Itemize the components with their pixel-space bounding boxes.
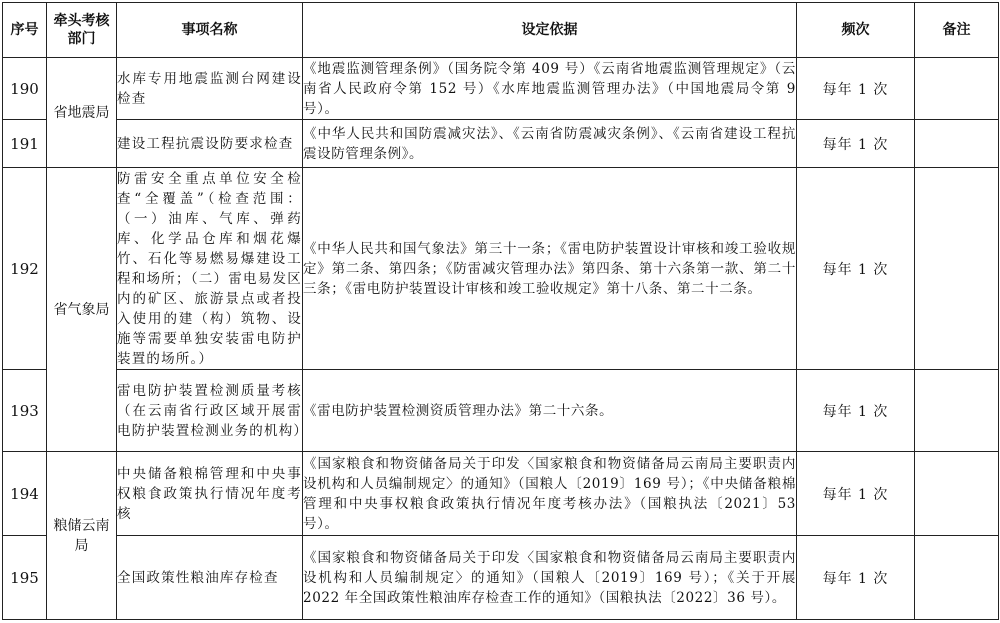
table-row <box>3 58 999 120</box>
row-number: 191 <box>3 120 47 168</box>
basis-text: 《中华人民共和国气象法》第三十一条；《雷电防护装置设计审核和竣工验收规定》第二条、第四条；《防雷减灾管理办法》第四条、第十六条第一款、第二十三条；《雷电防护装置设计审核和竣工验收规定》第十八条、第二十二条。 <box>303 168 797 370</box>
basis-text: 《雷电防护装置检测资质管理办法》第二十六条。 <box>303 370 797 452</box>
dept-cell: 粮储云南局 <box>47 452 117 620</box>
header-freq: 频次 <box>797 3 915 58</box>
item-name: 中央储备粮棉管理和中央事权粮食政策执行情况年度考核 <box>117 452 303 536</box>
frequency: 每年 1 次 <box>797 120 915 168</box>
header-seq: 序号 <box>3 3 47 58</box>
table-row <box>3 168 999 370</box>
note-cell <box>915 536 999 620</box>
row-number: 194 <box>3 452 47 536</box>
frequency: 每年 1 次 <box>797 168 915 370</box>
note-cell <box>915 58 999 120</box>
frequency: 每年 1 次 <box>797 370 915 452</box>
header-note: 备注 <box>915 3 999 58</box>
header-row <box>3 3 999 58</box>
header-dept-label: 牵头考核部门 <box>53 13 110 47</box>
table-row <box>3 120 999 168</box>
header-item: 事项名称 <box>117 3 303 58</box>
frequency: 每年 1 次 <box>797 452 915 536</box>
table-row <box>3 536 999 620</box>
basis-text: 《地震监测管理条例》（国务院令第 409 号）《云南省地震监测管理规定》（云南省人民政府令第 152 号）《水库地震监测管理办法》（中国地震局令第 9 号）。 <box>303 58 797 120</box>
item-name: 水库专用地震监测台网建设检查 <box>117 58 303 120</box>
row-number: 192 <box>3 168 47 370</box>
item-name: 建设工程抗震设防要求检查 <box>117 120 303 168</box>
basis-text: 《国家粮食和物资储备局关于印发〈国家粮食和物资储备局云南局主要职责内设机构和人员编制规定〉的通知》（国粮人〔2019〕169 号）；《关于开展 2022 年全国政策性粮油库存检查工作的通知》（国粮执法〔2022〕36 号）。 <box>303 536 797 620</box>
table-row <box>3 452 999 536</box>
header-dept <box>47 3 117 58</box>
frequency: 每年 1 次 <box>797 536 915 620</box>
header-basis: 设定依据 <box>303 3 797 58</box>
note-cell <box>915 120 999 168</box>
frequency: 每年 1 次 <box>797 58 915 120</box>
note-cell <box>915 452 999 536</box>
basis-text: 《中华人民共和国防震减灾法》、《云南省防震减灾条例》、《云南省建设工程抗震设防管理条例》。 <box>303 120 797 168</box>
note-cell <box>915 168 999 370</box>
row-number: 190 <box>3 58 47 120</box>
note-cell <box>915 370 999 452</box>
dept-cell: 省气象局 <box>47 168 117 452</box>
basis-text: 《国家粮食和物资储备局关于印发〈国家粮食和物资储备局云南局主要职责内设机构和人员编制规定〉的通知》（国粮人〔2019〕169 号）；《中央储备粮棉管理和中央事权粮食政策执行情况年度考核办法》（国粮执法〔2021〕53 号）。 <box>303 452 797 536</box>
dept-cell: 省地震局 <box>47 58 117 168</box>
row-number: 195 <box>3 536 47 620</box>
item-name: 雷电防护装置检测质量考核（在云南省行政区域开展雷电防护装置检测业务的机构） <box>117 370 303 452</box>
item-name: 全国政策性粮油库存检查 <box>117 536 303 620</box>
item-name: 防雷安全重点单位安全检查“全覆盖”（检查范围：（一）油库、气库、弹药库、化学品仓库和烟花爆竹、石化等易燃易爆建设工程和场所；（二）雷电易发区内的矿区、旅游景点或者投入使用的建（构）筑物、设施等需要单独安装雷电防护装置的场所。） <box>117 168 303 370</box>
table-row <box>3 370 999 452</box>
row-number: 193 <box>3 370 47 452</box>
regulation-table <box>2 2 999 620</box>
